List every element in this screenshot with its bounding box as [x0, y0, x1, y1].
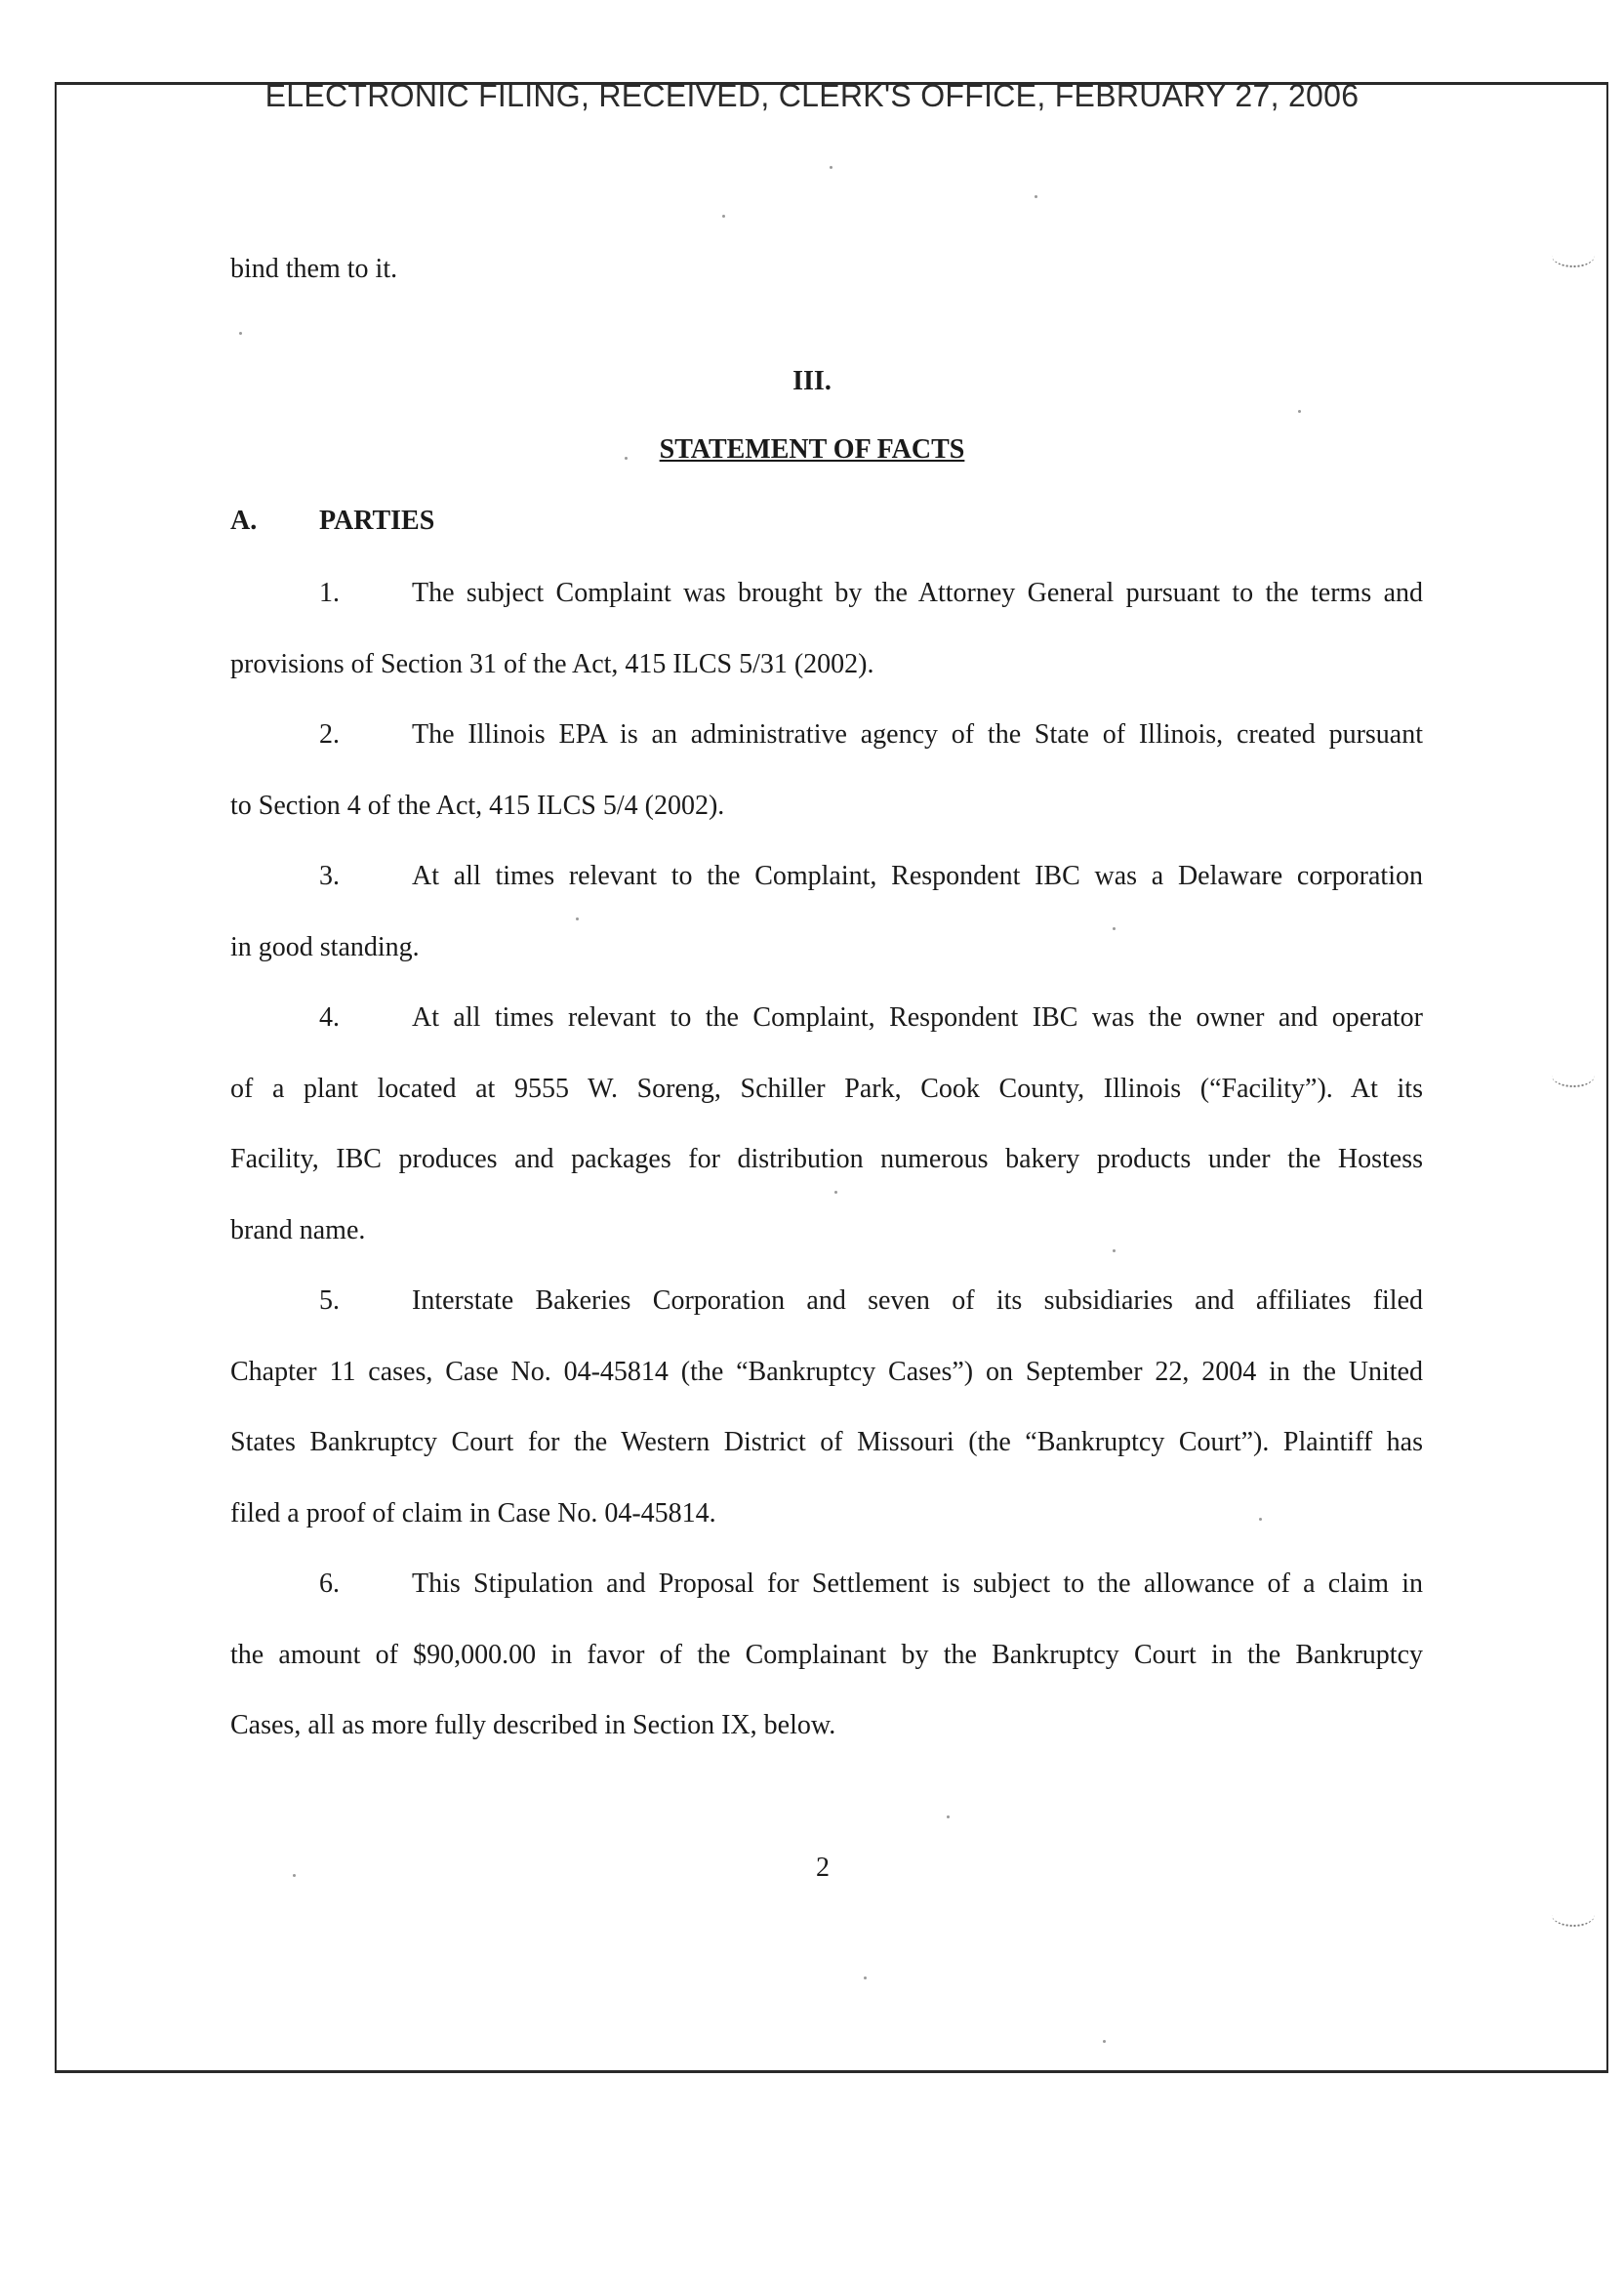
paragraph-1-line: The subject Complaint was brought by the Attorney General pursuant to the terms and: [412, 578, 1423, 608]
paragraph-6-number: 6.: [319, 1569, 340, 1599]
scan-speck: [1113, 1249, 1116, 1252]
paragraph-4-line: of a plant located at 9555 W. Soreng, Schiller Park, Cook County, Illinois (“Facility”). At its: [230, 1074, 1423, 1104]
paragraph-1-line: provisions of Section 31 of the Act, 415 ILCS 5/31 (2002).: [230, 649, 874, 679]
filing-stamp-header: ELECTRONIC FILING, RECEIVED, CLERK'S OFFICE, FEBRUARY 27, 2006: [264, 78, 1360, 113]
scan-speck: [1298, 410, 1301, 413]
paragraph-2-line: The Illinois EPA is an administrative agency of the State of Illinois, created pursuant: [412, 719, 1423, 750]
paragraph-3-number: 3.: [319, 861, 340, 891]
scan-speck: [293, 1874, 296, 1877]
scan-speck: [239, 332, 242, 335]
section-number: III.: [792, 366, 832, 396]
page-number: 2: [816, 1853, 830, 1883]
paragraph-4-line: At all times relevant to the Complaint, Respondent IBC was the owner and operator: [412, 1002, 1423, 1033]
paragraph-5-line: States Bankruptcy Court for the Western District of Missouri (the “Bankruptcy Court”). Plaintiff has: [230, 1427, 1423, 1457]
paragraph-1-number: 1.: [319, 578, 340, 608]
scan-speck: [1103, 2040, 1106, 2043]
scan-speck: [1113, 927, 1116, 930]
scan-speck: [830, 166, 832, 169]
section-title: STATEMENT OF FACTS: [659, 434, 965, 465]
paragraph-5-line: filed a proof of claim in Case No. 04-45814.: [230, 1498, 716, 1528]
scan-speck: [1259, 1518, 1262, 1521]
paragraph-4-line: brand name.: [230, 1215, 366, 1245]
scan-speck: [864, 1976, 867, 1979]
paragraph-5-number: 5.: [319, 1285, 340, 1316]
continuation-text: bind them to it.: [230, 254, 398, 284]
punch-hole-mark: [1552, 1064, 1595, 1087]
paragraph-2-number: 2.: [319, 719, 340, 750]
paragraph-6-line: Cases, all as more fully described in Section IX, below.: [230, 1710, 836, 1740]
punch-hole-mark: [1552, 244, 1595, 267]
punch-hole-mark: [1552, 1903, 1595, 1927]
paragraph-5-line: Chapter 11 cases, Case No. 04-45814 (the “Bankruptcy Cases”) on September 22, 2004 in the United: [230, 1357, 1423, 1387]
paragraph-3-line: At all times relevant to the Complaint, Respondent IBC was a Delaware corporation: [412, 861, 1423, 891]
paragraph-4-number: 4.: [319, 1002, 340, 1033]
subsection-title: PARTIES: [319, 506, 435, 536]
subsection-letter: A.: [230, 506, 258, 536]
paragraph-6-line: the amount of $90,000.00 in favor of the Complainant by the Bankruptcy Court in the Bankruptcy: [230, 1640, 1423, 1670]
scan-speck: [625, 457, 628, 460]
scan-speck: [1035, 195, 1037, 198]
scan-speck: [947, 1815, 950, 1818]
paragraph-5-line: Interstate Bakeries Corporation and seven of its subsidiaries and affiliates filed: [412, 1285, 1423, 1316]
paragraph-6-line: This Stipulation and Proposal for Settlement is subject to the allowance of a claim in: [412, 1569, 1423, 1599]
scan-speck: [834, 1191, 837, 1194]
paragraph-2-line: to Section 4 of the Act, 415 ILCS 5/4 (2002).: [230, 791, 725, 821]
paragraph-3-line: in good standing.: [230, 932, 420, 962]
scan-speck: [576, 917, 579, 920]
paragraph-4-line: Facility, IBC produces and packages for distribution numerous bakery products under the Hostess: [230, 1144, 1423, 1174]
scan-speck: [722, 215, 725, 218]
